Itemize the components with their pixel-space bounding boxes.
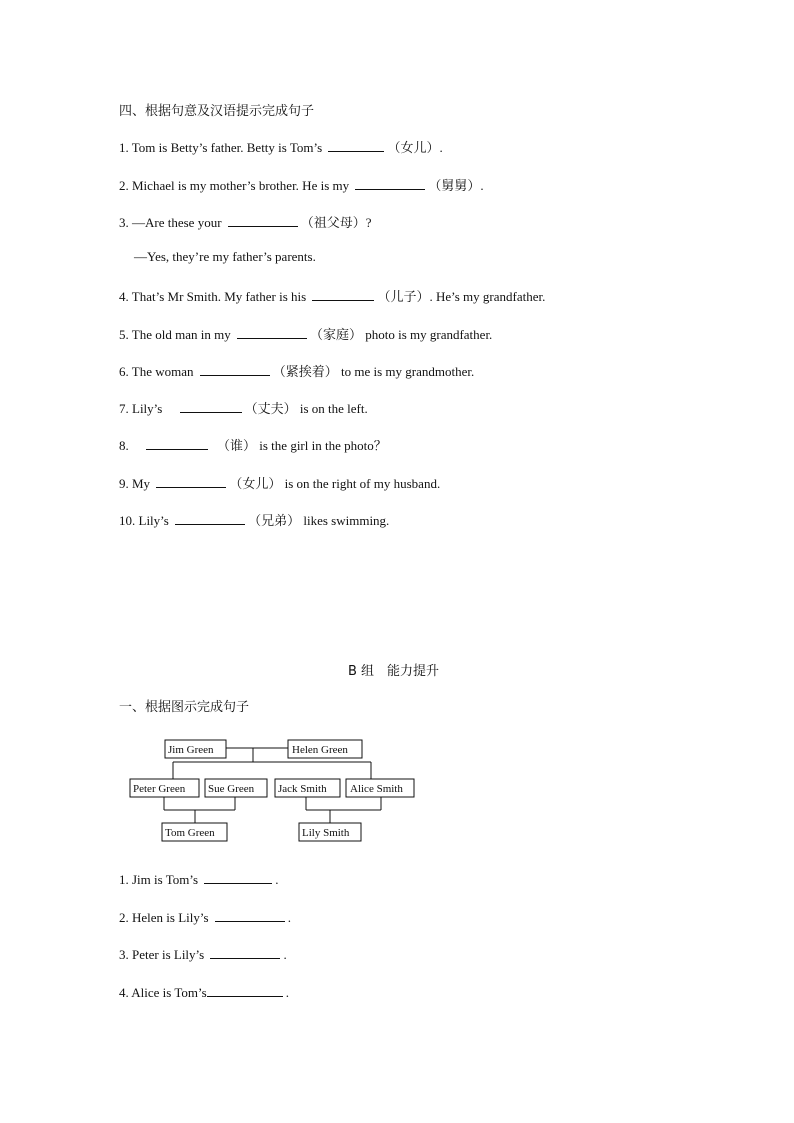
question-tail: is on the right of my husband. [284,476,441,491]
answer-blank[interactable] [210,946,280,959]
person-name-sue: Sue Green [208,783,255,795]
question-tail: . [285,985,289,1000]
question-text: 1. Jim is Tom’s [119,872,199,887]
person-name-jim: Jim Green [168,744,214,756]
chinese-hint: （儿子） [377,290,430,305]
chinese-hint: （谁） [217,439,257,454]
question-text: 5. The old man in my [119,327,231,342]
question-text: 2. Michael is my mother’s brother. He is my [119,178,350,193]
chinese-hint: （家庭） [309,328,362,343]
question-tail: ? [365,215,372,230]
person-name-peter: Peter Green [133,783,186,795]
chinese-hint: （祖父母） [300,216,366,231]
chinese-hint: （丈夫） [244,402,297,417]
question-tail: . [439,140,443,155]
question-text: 3. —Are these your [119,215,222,230]
question-tail: . [283,947,287,962]
question-text: 7. Lily’s [119,401,163,416]
person-name-helen: Helen Green [292,744,348,756]
chinese-hint: （紧挨着） [272,365,338,380]
question-text: 9. My [119,476,151,491]
question-tail: is the girl in the photo？ [259,438,387,453]
question-text: 3. Peter is Lily’s [119,947,205,962]
group-title: B 组 能力提升 [348,664,440,679]
chinese-hint: （舅舅） [428,179,481,194]
question-text: 4. Alice is Tom’s [119,985,207,1000]
question-text: 10. Lily’s [119,513,169,528]
question-tail: . [480,178,484,193]
question-tail: is on the left. [299,401,368,416]
chinese-hint: （女儿） [229,477,282,492]
tree-question-3 [119,946,287,963]
answer-blank[interactable] [207,984,283,997]
tree-question-1 [119,871,279,888]
chinese-hint: （兄弟） [248,514,301,529]
section-heading: 四、根据句意及汉语提示完成句子 [119,104,315,119]
answer-blank[interactable] [204,871,272,884]
question-text: 1. Tom is Betty’s father. Betty is Tom’s [119,140,323,155]
question-text: 4. That’s Mr Smith. My father is his [119,289,307,304]
question-text: 6. The woman [119,364,194,379]
person-name-lily: Lily Smith [302,827,350,839]
question-tail: photo is my grandfather. [365,327,493,342]
person-name-tom: Tom Green [165,827,215,839]
response-text: —Yes, they’re my father’s parents. [134,249,316,264]
chinese-hint: （女儿） [387,141,440,156]
question-tail: likes swimming. [303,513,390,528]
question-tail: to me is my grandmother. [341,364,475,379]
person-name-alice: Alice Smith [350,783,403,795]
question-text: 2. Helen is Lily’s [119,910,209,925]
tree-question-4 [119,984,289,1001]
question-tail: . [287,910,292,925]
person-name-jack: Jack Smith [278,783,327,795]
answer-blank[interactable] [215,909,285,922]
question-text: 8. [119,438,129,453]
section-heading: 一、根据图示完成句子 [119,700,250,715]
question-tail: . [275,872,279,887]
tree-question-2 [119,909,291,926]
question-tail: . He’s my grandfather. [429,289,546,304]
